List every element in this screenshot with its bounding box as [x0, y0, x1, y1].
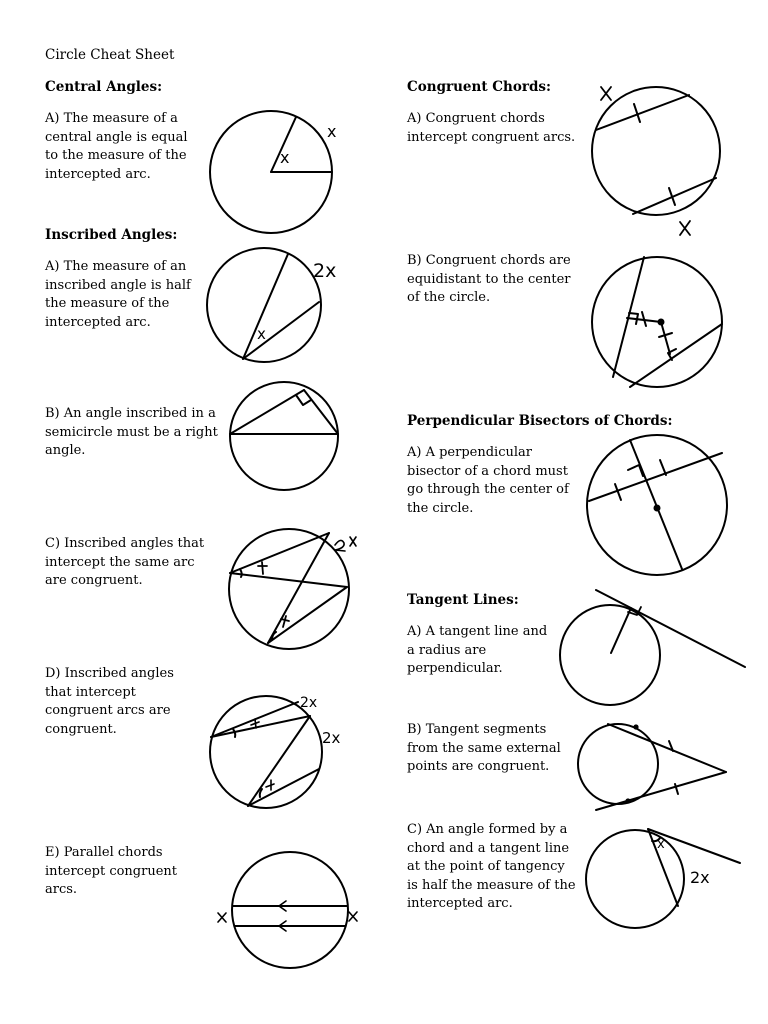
inscribed-angle-label: x	[257, 325, 266, 343]
equidistant-chords-figure	[592, 257, 722, 387]
arc-label-2x-top: 2x	[300, 695, 318, 711]
inscribed-angles-c: C) Inscribed angles that intercept the same arc are congruent.	[45, 536, 205, 588]
heading-central-angles: Central Angles:	[45, 79, 163, 95]
tangent-segments-figure	[578, 724, 726, 810]
central-angle-figure	[210, 111, 336, 233]
chord-tangent-angle-figure	[586, 829, 740, 928]
congruent-chords-b: B) Congruent chords are equidistant to the center of the circle.	[407, 253, 571, 305]
heading-inscribed-angles: Inscribed Angles:	[45, 227, 178, 243]
arc-label-2x-side: 2x	[322, 729, 341, 747]
perp-bisectors-a: A) A perpendicular bisector of a chord must go through the center of the circle.	[407, 445, 569, 516]
tangent-lines-a: A) A tangent line and a radius are perpendicular.	[407, 624, 548, 676]
page-title: Circle Cheat Sheet	[45, 47, 175, 63]
arc-label: x	[327, 122, 337, 141]
tangent-angle-label: x	[657, 837, 665, 852]
congruent-chords-arcs-figure	[592, 87, 720, 235]
parallel-chords-figure	[218, 852, 357, 968]
inscribed-angles-a: A) The measure of an inscribed angle is half the measure of the intercepted arc.	[45, 259, 191, 330]
tangent-lines-c: C) An angle formed by a chord and a tangent line at the point of tangency is half the measure of the intercepted arc.	[407, 822, 576, 911]
heading-tangent-lines: Tangent Lines:	[407, 592, 519, 608]
inscribed-angles-e: E) Parallel chords intercept congruent arcs.	[45, 845, 177, 897]
inscribed-angles-d: D) Inscribed angles that intercept congruent arcs are congruent.	[45, 666, 174, 737]
same-arc-figure	[229, 529, 356, 649]
tangent-lines-b: B) Tangent segments from the same external points are congruent.	[407, 722, 561, 774]
angle-label: x	[280, 148, 290, 167]
heading-congruent-chords: Congruent Chords:	[407, 79, 551, 95]
arc-label-2x: 2x	[313, 260, 337, 282]
perpendicular-bisector-figure	[587, 435, 727, 575]
tangent-arc-label: 2x	[690, 868, 710, 887]
semicircle-figure	[230, 382, 338, 490]
heading-perpendicular-bisectors: Perpendicular Bisectors of Chords:	[407, 413, 673, 429]
inscribed-angle-figure	[207, 248, 336, 362]
central-angles-a: A) The measure of a central angle is equal to the measure of the intercepted arc.	[45, 111, 188, 182]
tangent-radius-figure	[560, 590, 745, 705]
congruent-chords-a: A) Congruent chords intercept congruent arcs.	[407, 111, 576, 145]
congruent-arcs-figure	[210, 695, 341, 808]
inscribed-angles-b: B) An angle inscribed in a semicircle must be a right angle.	[45, 406, 218, 458]
